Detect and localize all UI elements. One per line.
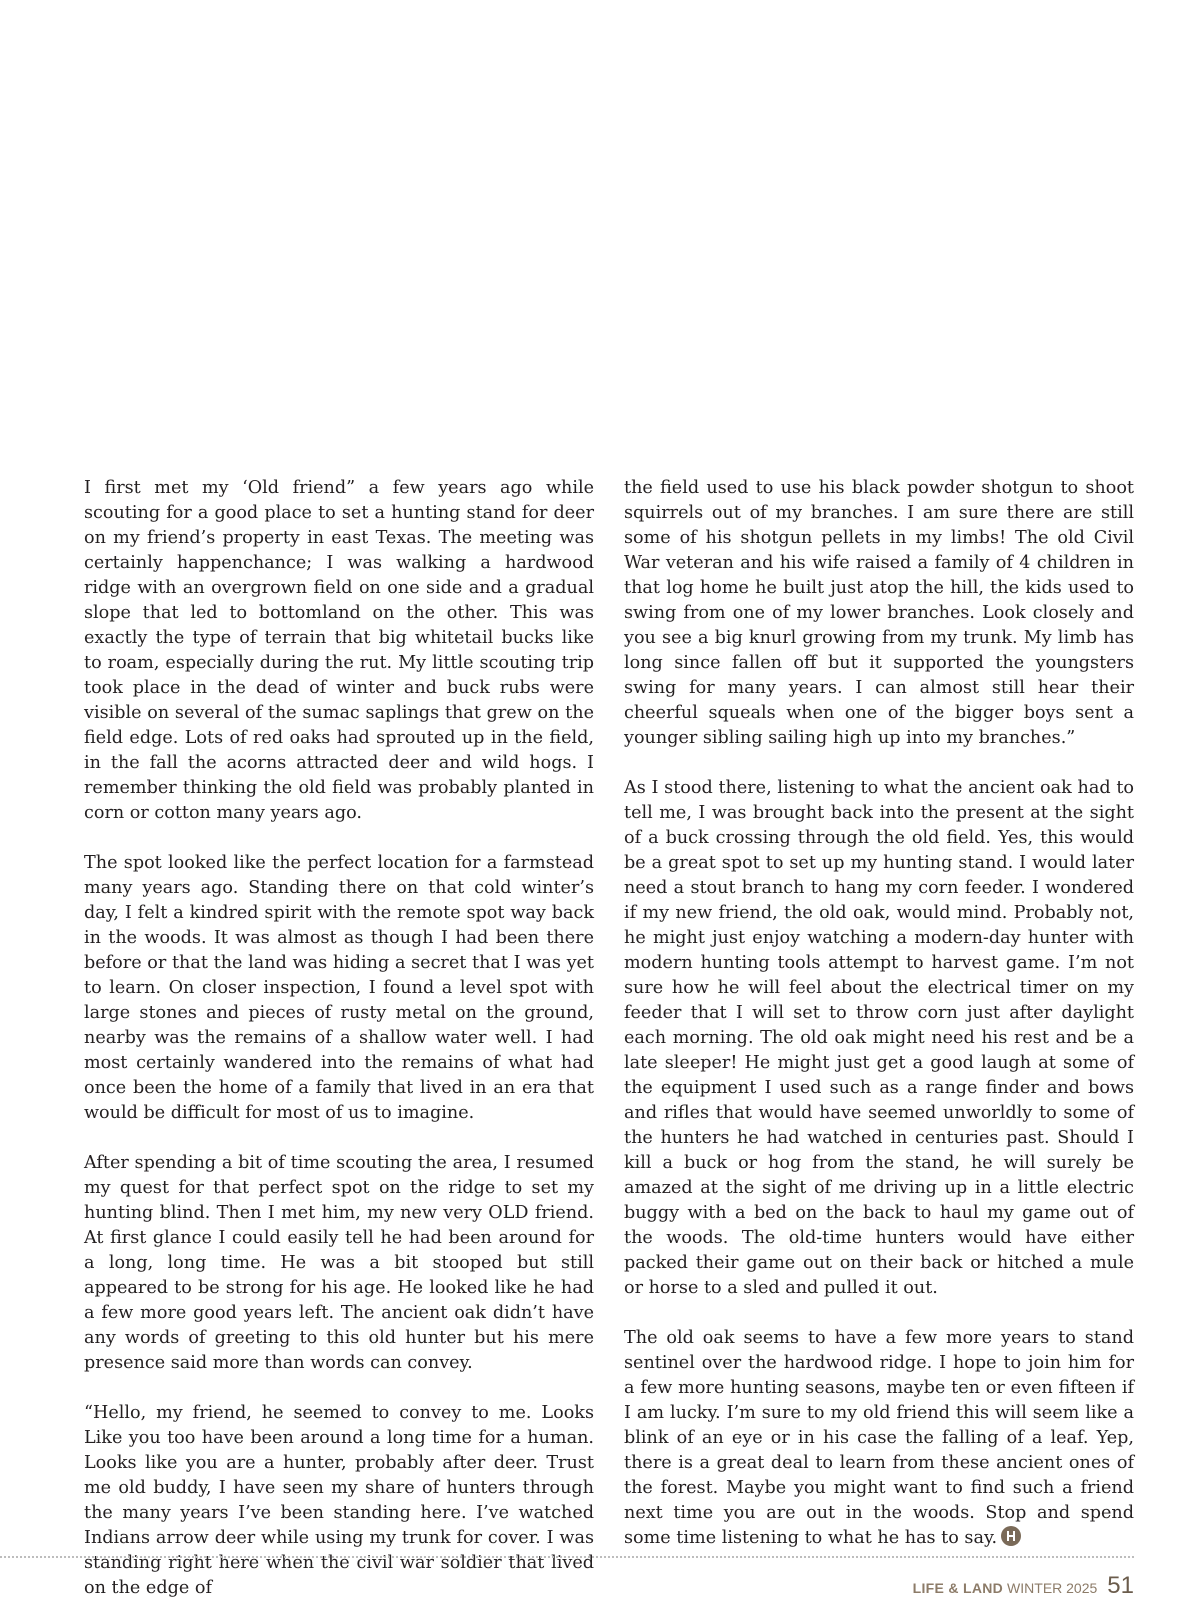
paragraph: The spot looked like the perfect location for a farmstead many years ago. Standing there on that cold winter’s day, I felt a kindred spirit with the remote spot way back in the woods. It was almost as though I had been there before or that the land was hiding a secret that I was yet to learn. On closer inspection, I found a level spot with large stones and pieces of rusty metal on the ground, nearby was the remains of a shallow water well. I had most certainly wandered into the remains of what had once been the home of a family that lived in an era that would be difficult for most of us to imagine. (84, 853, 594, 1123)
paragraph: “Hello, my friend, he seemed to convey to me. Looks Like you too have been around a long time for a human. Looks like you are a hunter, probably after deer. Trust me old buddy, I have seen my share of hunters through the many years I’ve been standing here. I’ve watched Indians arrow deer while using my trunk for cover. I was standing right here when the civil war soldier that lived on the edge of (84, 1403, 594, 1598)
paragraph-text: The old oak seems to have a few more years to stand sentinel over the hardwood ridge. I hope to join him for a few more hunting seasons, maybe ten or even fifteen if I am lucky. I’m sure to my old friend this will seem like a blink of an eye or in his case the falling of a leaf. Yep, there is a great deal to learn from these ancient ones of the forest. Maybe you might want to find such a friend next time you are out in the woods. Stop and spend some time listening to what he has to say. (624, 1328, 1134, 1548)
footer-divider (0, 1556, 1134, 1558)
issue-label: WINTER 2025 (1007, 1580, 1098, 1596)
paragraph: the field used to use his black powder shotgun to shoot squirrels out of my branches. I am sure there are still some of his shotgun pellets in my limbs! The old Civil War veteran and his wife raised a family of 4 children in that log home he built just atop the hill, the kids used to swing from one of my lower branches. Look closely and you see a big knurl growing from my trunk. My limb has long since fallen off but it supported the youngsters swing for many years. I can almost still hear their cheerful squeals when one of the bigger boys sent a younger sibling sailing high up into my branches.” (624, 478, 1134, 748)
paragraph: As I stood there, listening to what the ancient oak had to tell me, I was brought back into the present at the sight of a buck crossing through the old field. Yes, this would be a great spot to set up my hunting stand. I would later need a stout branch to hang my corn feeder. I wondered if my new friend, the old oak, would mind. Probably not, he might just enjoy watching a modern-day hunter with modern hunting tools attempt to harvest game. I’m not sure how he will feel about the electrical timer on my feeder that I will set to throw corn just after daylight each morning. The old oak might need his rest and be a late sleeper! He might just get a good laugh at some of the equipment I used such as a range finder and bows and rifles that would have seemed unworldly to some of the hunters he had watched in centuries past. Should I kill a buck or hog from the stand, he will surely be amazed at the sight of me driving up in a little electric buggy with a bed on the back to haul my game out of the woods. The old-time hunters would have either packed their game out on their back or hitched a mule or horse to a sled and pulled it out. (624, 778, 1134, 1298)
article-column-right (624, 476, 1134, 1601)
last-paragraph (624, 1326, 1134, 1551)
end-of-story-icon (1001, 1526, 1021, 1546)
magazine-name: LIFE & LAND (912, 1580, 1004, 1596)
article-body (84, 476, 1134, 1601)
paragraph: After spending a bit of time scouting the area, I resumed my quest for that perfect spot on the ridge to set my hunting blind. Then I met him, my new very OLD friend. At first glance I could easily tell he had been around for a long, long time. He was a bit stooped but still appeared to be strong for his age. He looked like he had a few more good years left. The ancient oak didn’t have any words of greeting to this old hunter but his mere presence said more than words can convey. (84, 1153, 594, 1373)
article-column-left (84, 476, 594, 1601)
page-footer (913, 1572, 1134, 1600)
page-number: 51 (1107, 1572, 1134, 1599)
paragraph: I first met my ‘Old friend” a few years ago while scouting for a good place to set a hunting stand for deer on my friend’s property in east Texas. The meeting was certainly happenchance; I was walking a hardwood ridge with an overgrown field on one side and a gradual slope that led to bottomland on the other. This was exactly the type of terrain that big whitetail bucks like to roam, especially during the rut. My little scouting trip took place in the dead of winter and buck rubs were visible on several of the sumac saplings that grew on the field edge. Lots of red oaks had sprouted up in the field, in the fall the acorns attracted deer and wild hogs. I remember thinking the old field was probably planted in corn or cotton many years ago. (84, 478, 594, 823)
